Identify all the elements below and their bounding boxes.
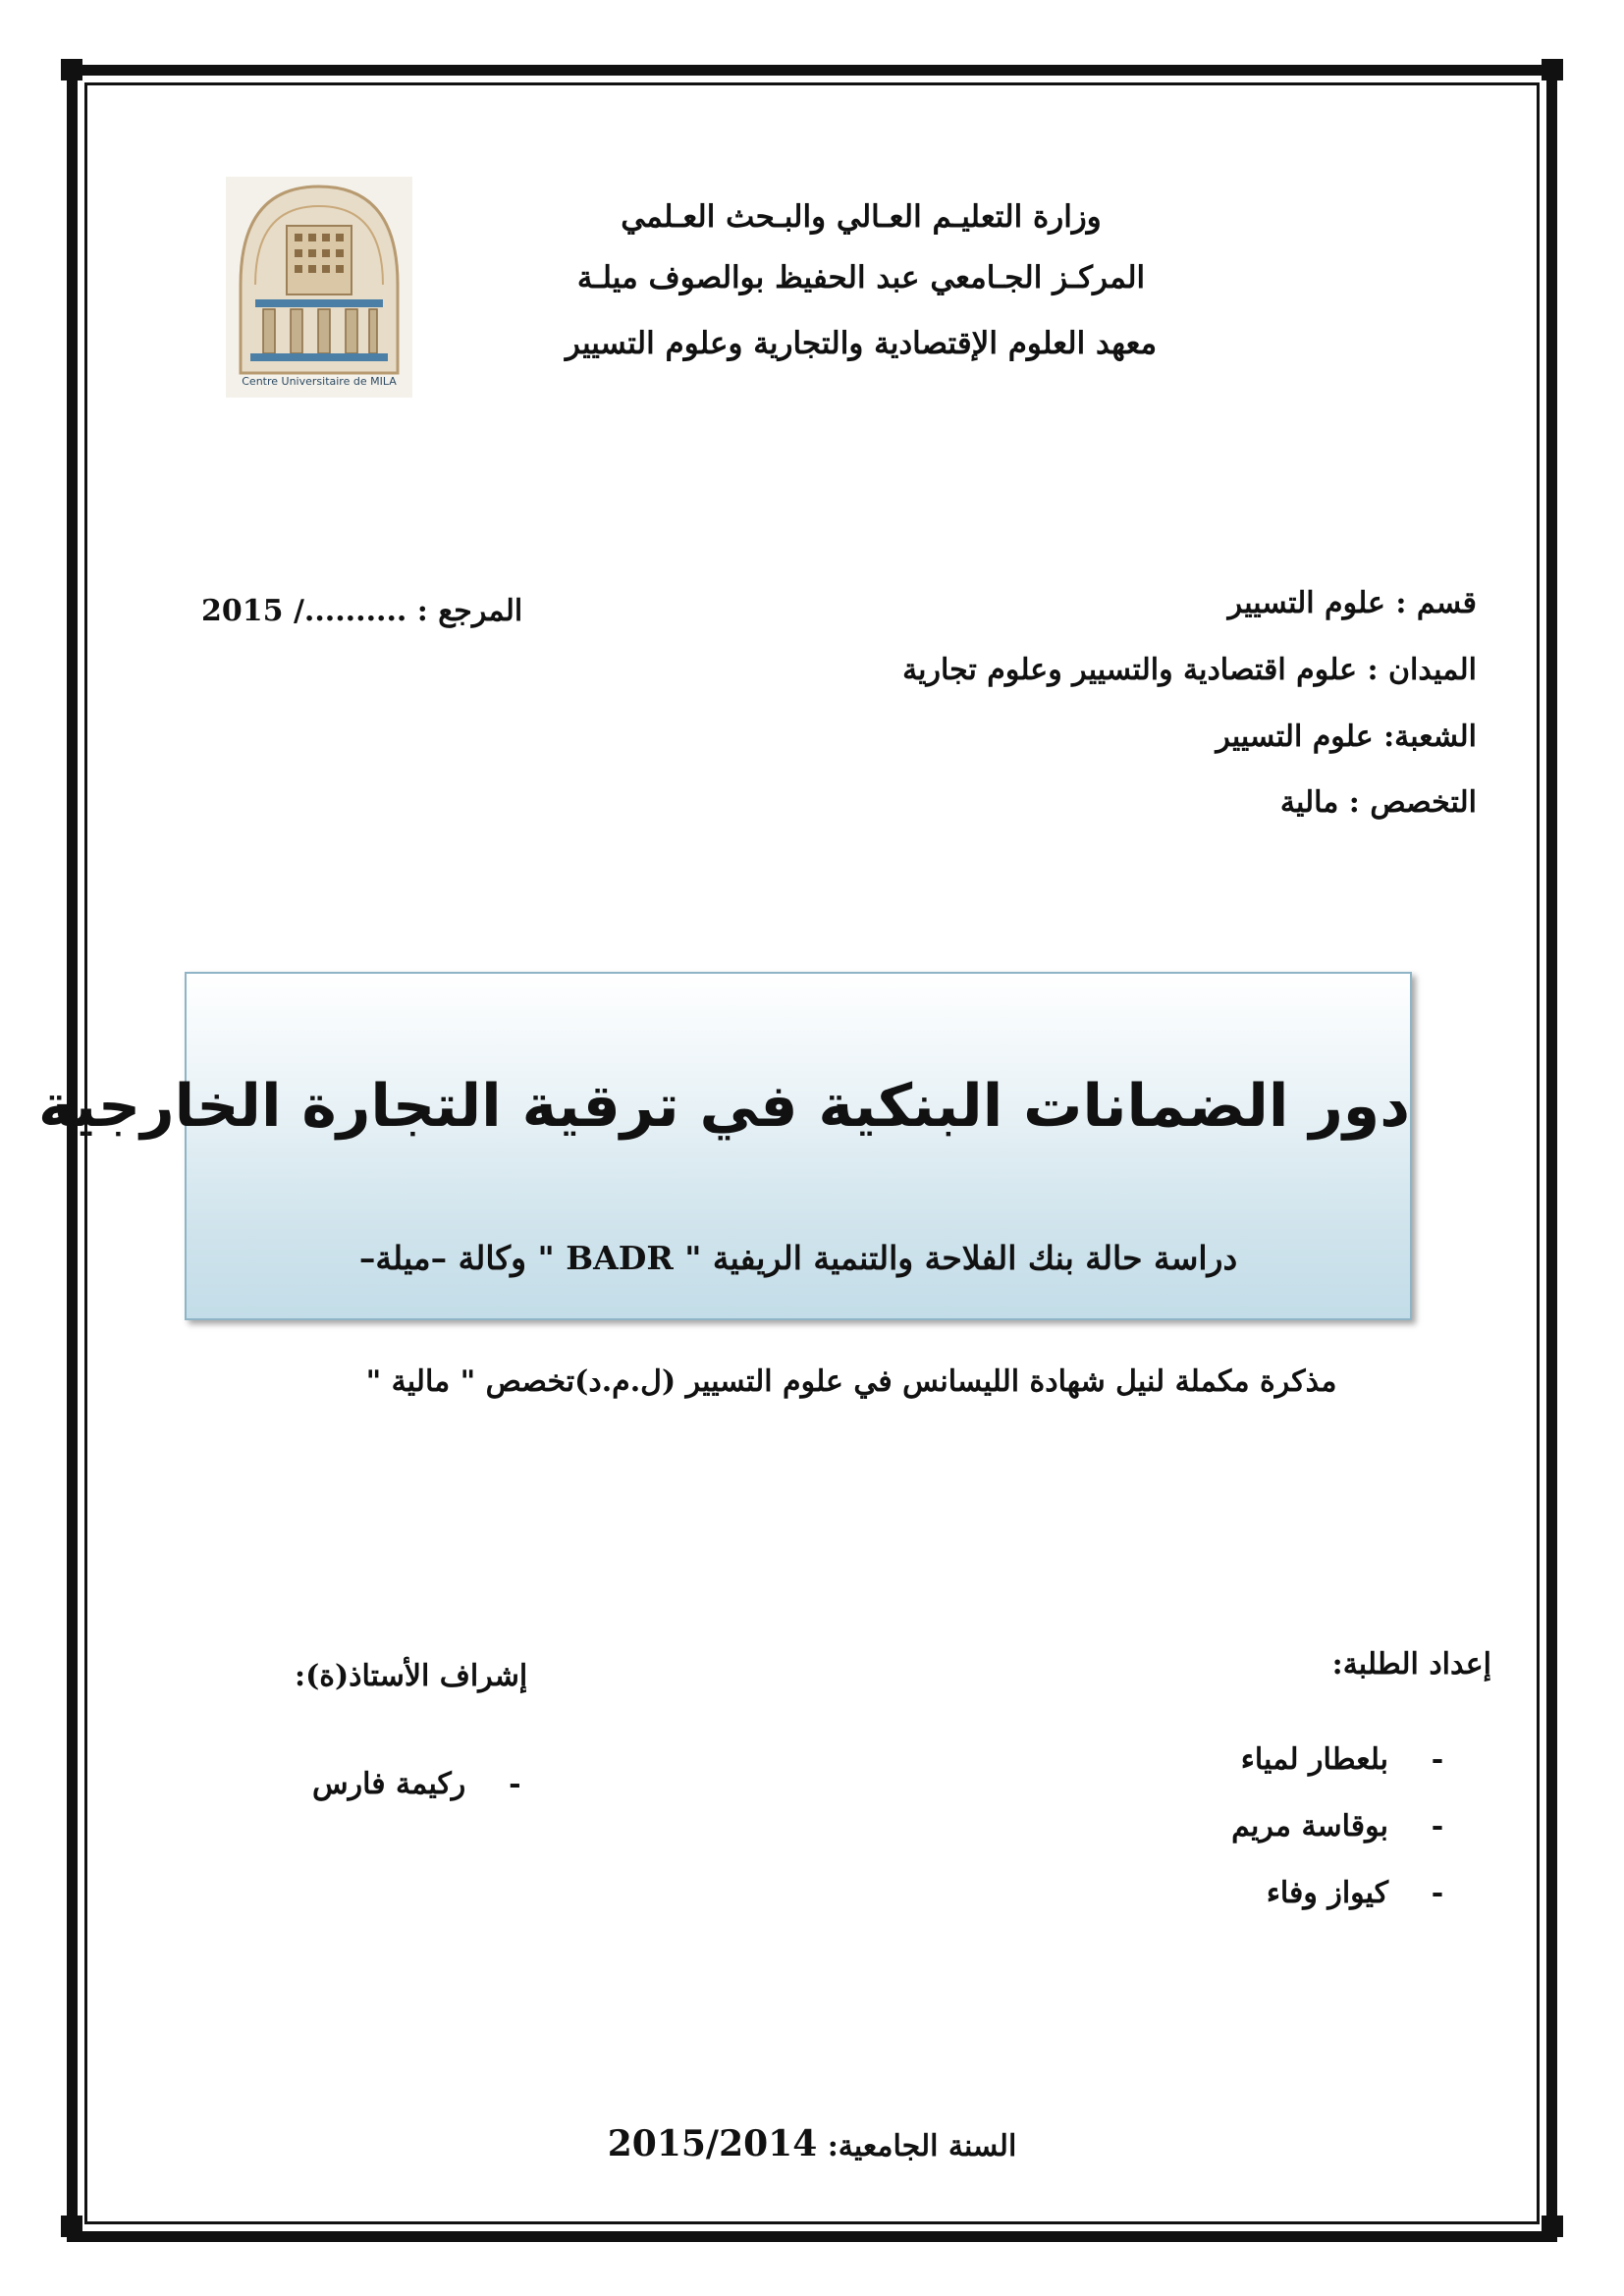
specialty: التخصص : مالية — [1279, 785, 1477, 820]
supervision-label: إشراف الأستاذ(ة): — [295, 1659, 528, 1693]
student-name: كيواز وفاء — [1266, 1876, 1388, 1910]
frame-corner — [61, 59, 82, 80]
department: قسم : علوم التسيير — [1227, 586, 1477, 620]
logo-caption: Centre Universitaire de MILA — [242, 375, 397, 388]
institute-name: معهد العلوم الإقتصادية والتجارية وعلوم التسيير — [565, 326, 1158, 361]
student-item — [1241, 1742, 1457, 1777]
student-item — [1231, 1809, 1457, 1843]
academic-year-value: 2015/2014 — [607, 2123, 818, 2164]
title-box — [38, 972, 1412, 1320]
list-bullet: - — [509, 1767, 521, 1801]
branch: الشعبة: علوم التسيير — [1216, 720, 1477, 754]
student-item — [1267, 1876, 1457, 1910]
reference-number: المرجع : ........../ 2015 — [201, 594, 523, 628]
student-name: بوقاسة مريم — [1231, 1809, 1388, 1843]
ministry-name: وزارة التعليـم العـالي والبـحث العـلمي — [621, 199, 1102, 235]
frame-corner — [1542, 2216, 1563, 2237]
university-center-name: المركـز الجـامعي عبد الحفيظ بوالصوف ميلـة — [576, 260, 1146, 295]
frame-corner — [1542, 59, 1563, 80]
list-bullet: - — [1431, 1742, 1444, 1777]
academic-year-label: السنة الجامعية: — [827, 2129, 1017, 2163]
list-bullet: - — [1431, 1809, 1444, 1843]
thesis-title: دور الضمانات البنكية في ترقية التجارة الخارجية — [38, 1072, 1410, 1141]
academic-year — [0, 2123, 1624, 2164]
prepared-by-label: إعداد الطلبة: — [1331, 1647, 1491, 1682]
frame-corner — [61, 2216, 82, 2237]
thesis-subtitle: دراسة حالة بنك الفلاحة والتنمية الريفية " BADR " وكالة –ميلة– — [358, 1239, 1238, 1277]
supervisor-item — [312, 1767, 534, 1801]
supervisor-name: ركيمة فارس — [312, 1767, 466, 1801]
field: الميدان : علوم اقتصادية والتسيير وعلوم تجارية — [902, 653, 1477, 687]
student-name: بلعطار لمياء — [1240, 1742, 1388, 1777]
list-bullet: - — [1431, 1876, 1444, 1910]
memo-description: مذكرة مكملة لنيل شهادة الليسانس في علوم التسيير (ل.م.د)تخصص " مالية " — [365, 1364, 1337, 1399]
